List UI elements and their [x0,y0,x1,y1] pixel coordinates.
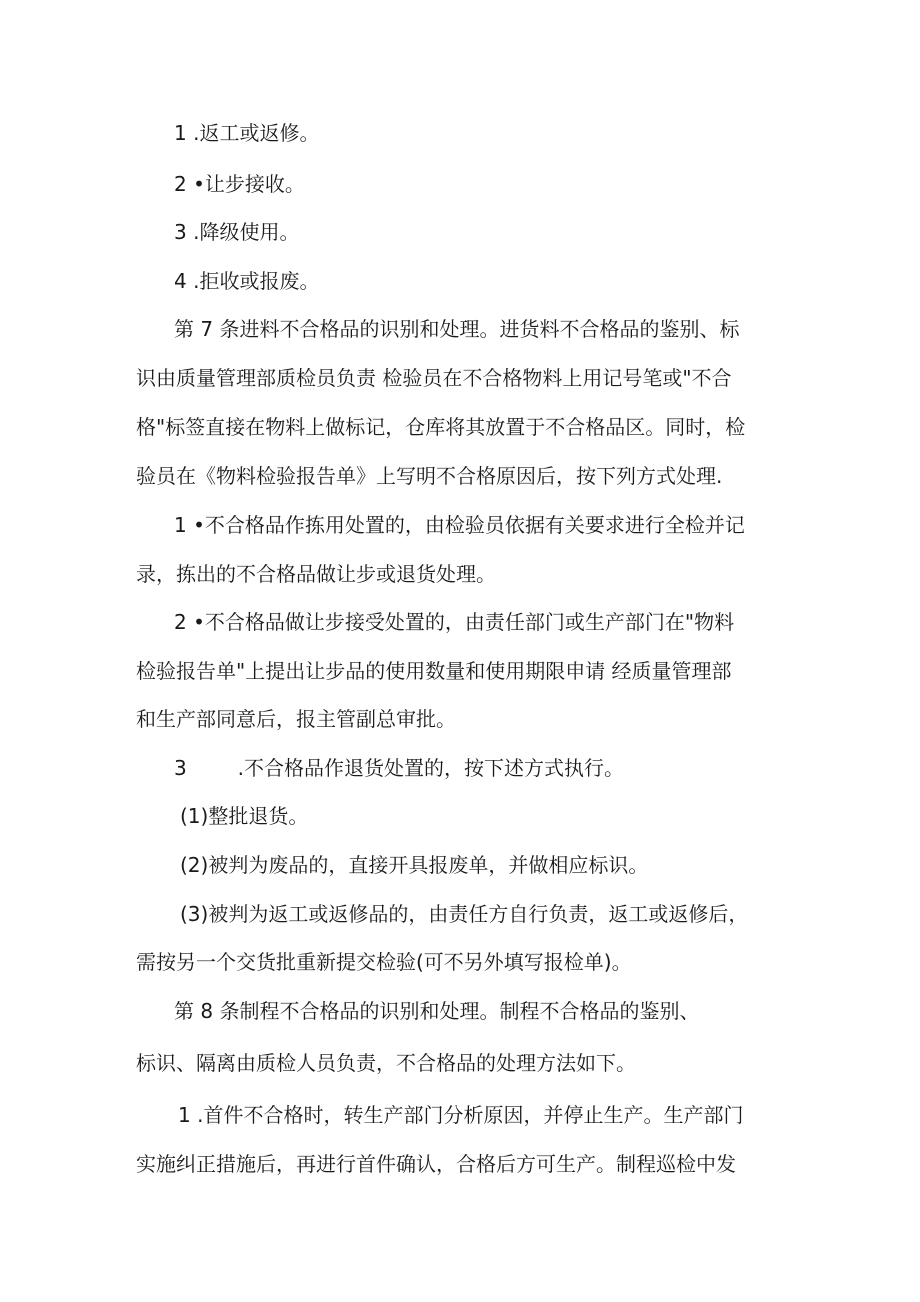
clause-line: 和生产部同意后，报主管副总审批。 [136,707,456,731]
clause-line: 检验报告单"上提出让步品的使用数量和使用期限申请 经质量管理部 [136,659,732,683]
sub-item: (3)被判为返工或返修品的，由责任方自行负责，返工或返修后， [180,902,749,926]
article-7-line: 格"标签直接在物料上做标记，仓库将其放置于不合格品区。同时，检 [136,415,746,439]
clause-line: 实施纠正措施后，再进行首件确认，合格后方可生产。制程巡检中发 [136,1152,736,1176]
sub-item: (2)被判为废品的，直接开具报废单，并做相应标识。 [180,853,649,877]
article-8-line: 第 8 条制程不合格品的识别和处理。制程不合格品的鉴别、 [174,999,700,1023]
article-7-line: 识由质量管理部质检员负责 检验员在不合格物料上用记号笔或"不合 [136,366,732,390]
clause-line: 录，拣出的不合格品做让步或退货处理。 [136,562,496,586]
article-8-line: 标识、隔离由质检人员负责，不合格品的处理方法如下。 [136,1051,636,1075]
article-7-line: 验员在《物料检验报告单》上写明不合格原因后，按下列方式处理. [136,464,723,488]
article-7-line: 第 7 条进料不合格品的识别和处理。进货料不合格品的鉴别、标 [174,317,740,341]
clause-line: 3 .不合格品作退货处置的，按下述方式执行。 [174,756,624,780]
list-item: 2 •让步接收。 [174,172,305,196]
list-item: 4 .拒收或报废。 [174,269,320,293]
clause-line: 1 .首件不合格时，转生产部门分析原因，并停止生产。生产部门 [178,1103,744,1127]
sub-item: 需按另一个交货批重新提交检验(可不另外填写报检单)。 [136,950,632,974]
list-item: 1 .返工或返修。 [174,121,320,145]
list-item: 3 .降级使用。 [174,220,300,244]
clause-line: 2 •不合格品做让步接受处置的，由责任部门或生产部门在"物料 [174,610,735,634]
clause-line: 1 •不合格品作拣用处置的，由检验员依据有关要求进行全检并记 [174,513,745,537]
sub-item: (1)整批退货。 [180,804,309,828]
